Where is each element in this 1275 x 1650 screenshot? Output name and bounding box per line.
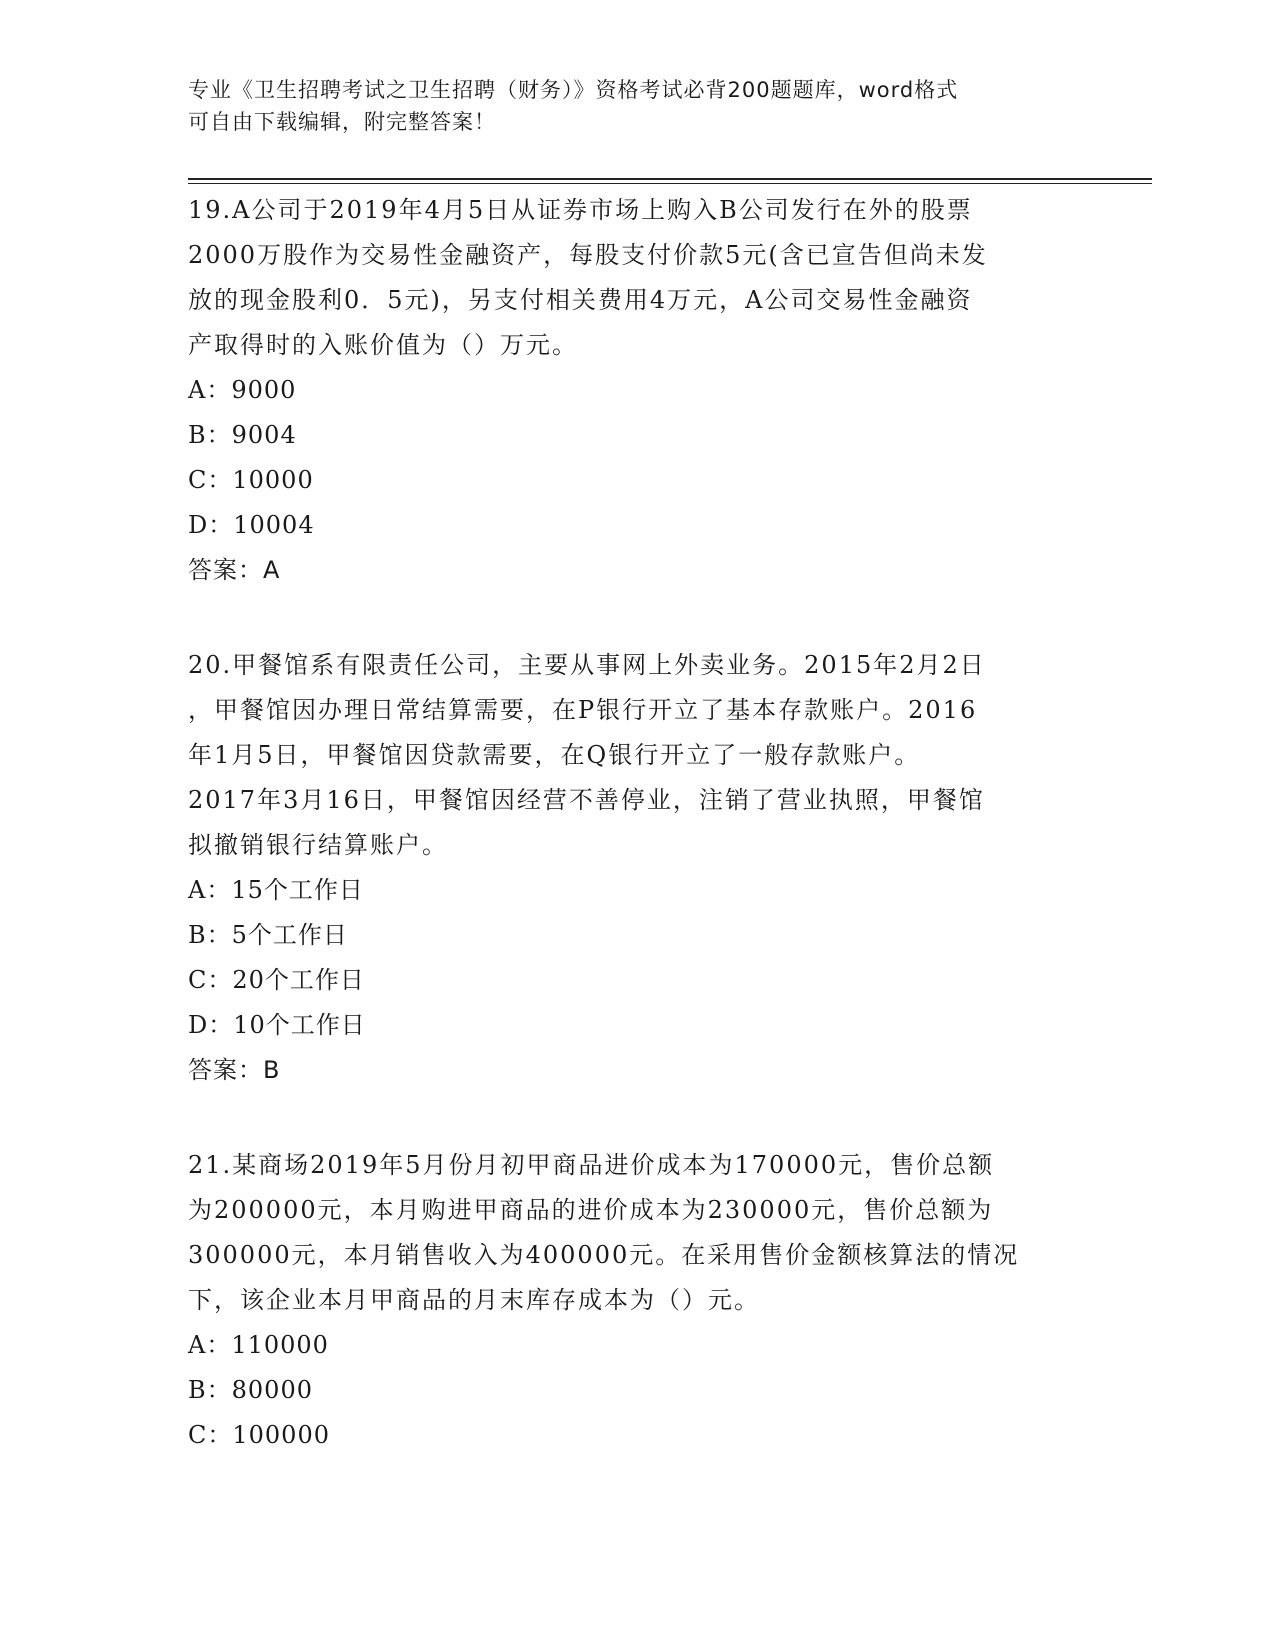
option-a: A：9000 [188, 376, 297, 404]
option-d: D：10004 [188, 511, 315, 539]
option-a: A：15个工作日 [188, 876, 364, 904]
question-stem [188, 188, 1088, 368]
question-21 [188, 1143, 1088, 1458]
question-stem-line: 20.甲餐馆系有限责任公司，主要从事网上外卖业务。2015年2月2日 [188, 651, 986, 679]
question-stem-line: 300000元，本月销售收入为400000元。在采用售价金额核算法的情况 [188, 1241, 1020, 1269]
option-b: B：80000 [188, 1376, 313, 1404]
header-title-line-1: 专业《卫生招聘考试之卫生招聘（财务）》资格考试必背200题题库，word格式 [188, 78, 959, 102]
option-b: B：5个工作日 [188, 921, 348, 949]
header-title-line-2: 可自由下载编辑，附完整答案！ [188, 110, 496, 134]
question-20 [188, 643, 1088, 1093]
option-c: C：100000 [188, 1421, 330, 1449]
header-divider-thick [188, 178, 1152, 180]
question-19 [188, 188, 1088, 593]
option-a: A：110000 [188, 1331, 329, 1359]
header-divider-thin [188, 183, 1152, 184]
question-stem [188, 643, 1088, 868]
question-stem-line: 为200000元，本月购进甲商品的进价成本为230000元，售价总额为 [188, 1196, 994, 1224]
question-stem-line: 2017年3月16日，甲餐馆因经营不善停业，注销了营业执照，甲餐馆 [188, 786, 985, 814]
answer-line: 答案：A [188, 556, 281, 584]
question-stem-line: 放的现金股利0．5元)，另支付相关费用4万元，A公司交易性金融资 [188, 286, 973, 314]
document-header [188, 74, 1088, 138]
question-stem-line: 19.A公司于2019年4月5日从证券市场上购入B公司发行在外的股票 [188, 196, 973, 224]
option-d: D：10个工作日 [188, 1011, 366, 1039]
option-c: C：10000 [188, 466, 314, 494]
question-stem-line: 产取得时的入账价值为（）万元。 [188, 331, 578, 359]
question-stem-line: 拟撤销银行结算账户。 [188, 831, 448, 859]
option-c: C：20个工作日 [188, 966, 365, 994]
question-stem-line: 2000万股作为交易性金融资产，每股支付价款5元(含已宣告但尚未发 [188, 241, 988, 269]
question-stem-line: 下，该企业本月甲商品的月末库存成本为（）元。 [188, 1286, 760, 1314]
question-stem-line: 21.某商场2019年5月份月初甲商品进价成本为170000元，售价总额 [188, 1151, 995, 1179]
question-stem-line: 年1月5日，甲餐馆因贷款需要，在Q银行开立了一般存款账户。 [188, 741, 921, 769]
option-b: B：9004 [188, 421, 297, 449]
answer-line: 答案：B [188, 1056, 281, 1084]
question-stem [188, 1143, 1088, 1323]
question-stem-line: ，甲餐馆因办理日常结算需要，在P银行开立了基本存款账户。2016 [188, 696, 978, 724]
